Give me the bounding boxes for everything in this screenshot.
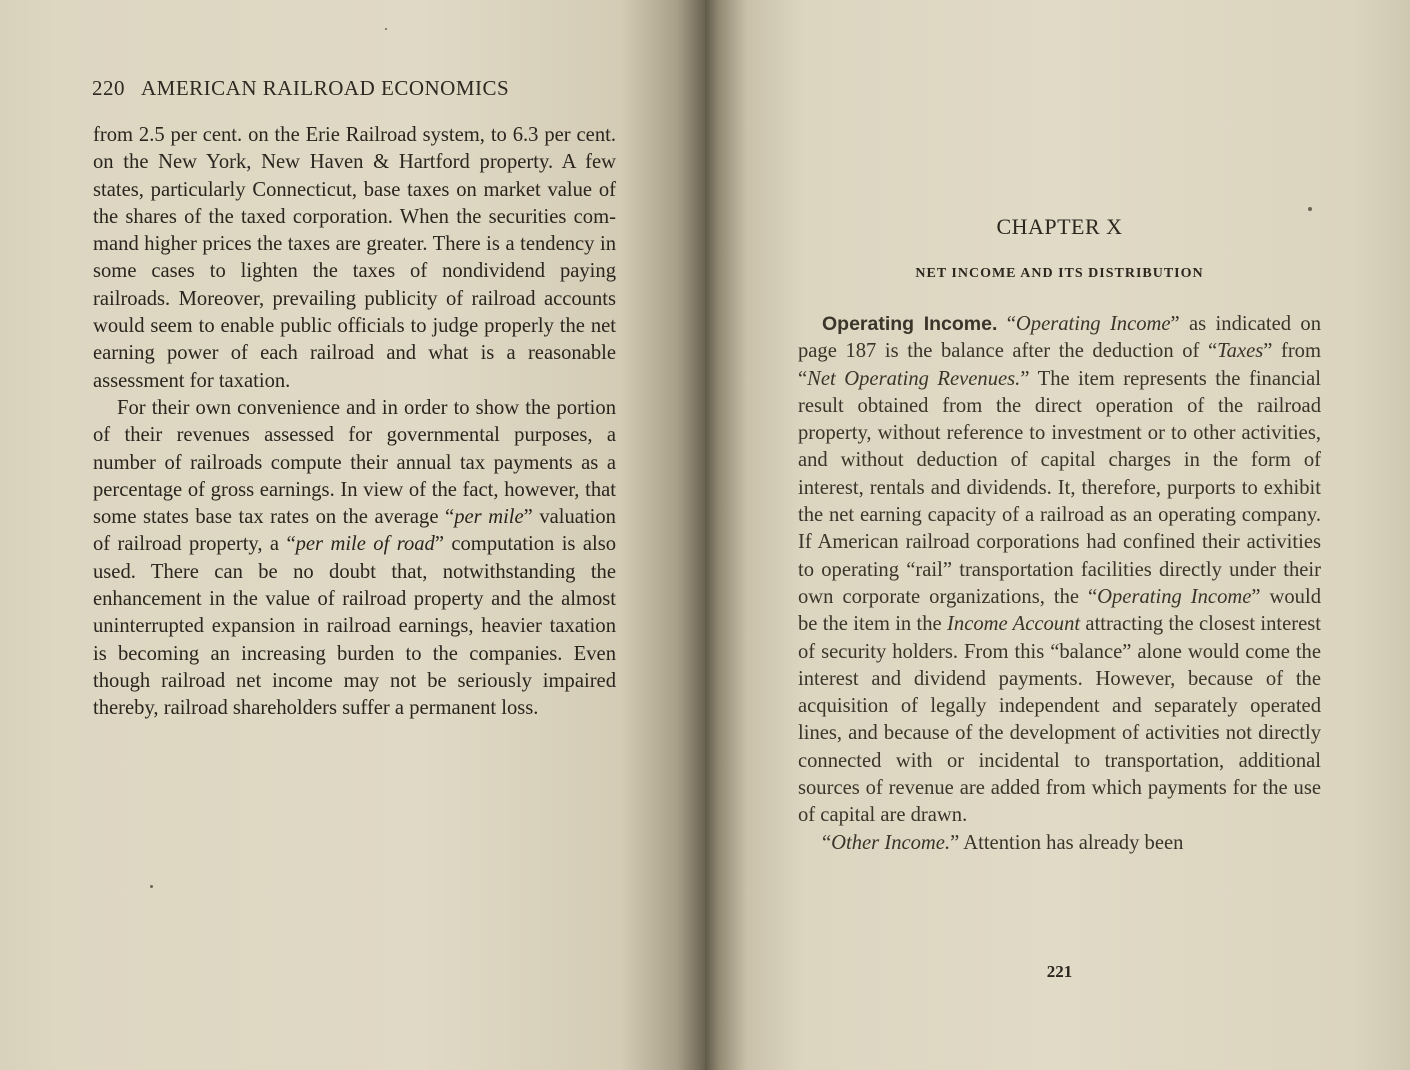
paper-speck <box>385 28 387 30</box>
text-run: ” Attention has already been <box>950 831 1184 854</box>
text-run: ” from “ <box>798 340 1321 390</box>
italic-term: per mile of road <box>295 533 435 556</box>
chapter-subtitle: NET INCOME AND ITS DISTRIBUTION <box>915 266 1204 281</box>
italic-term: Operating Income <box>1015 313 1171 335</box>
paragraph <box>798 830 1321 857</box>
text-run: ” as indicated on page 187 is the balance after the deduction of “ <box>798 313 1321 363</box>
text-run: ” valuation of railroad property, a “ <box>93 506 616 556</box>
paper-speck <box>150 885 153 888</box>
right-page <box>705 0 1410 1070</box>
italic-term: Income Account <box>947 613 1081 636</box>
left-text-block <box>93 122 616 723</box>
running-head <box>92 76 509 101</box>
italic-term: per mile <box>454 506 524 529</box>
text-run: “ <box>997 313 1016 335</box>
paragraph: from 2.5 per cent. on the Erie Railroad system, to 6.3 per cent. on the New York, New Haven & Hartford property. A few states, particularly Connecticut, base taxes on market value of the shares of the taxed corporation. When the securities command higher prices the taxes are greater. There is a tendency in some cases to lighten the taxes of nondividend paying railroads. Moreover, prevailing publicity of railroad accounts would seem to enable public officials to judge properly the net earning power of each railroad and what is a reasonable assessment for taxation. <box>93 124 616 392</box>
text-run: ” would be the item in the <box>798 585 1321 636</box>
text-run: “ <box>822 831 832 854</box>
italic-term: Operating Income <box>1097 585 1252 608</box>
text-run: ” The item represents the financial result obtained from the direct operation of the railroad property, without reference to investment or to other activities, and without deduction of capital charges in the form of interest, rentals and dividends. It, therefore, purports to exhibit the net earning capacity of a railroad as an operating company. If American railroad corporations had confined their activities to operating “rail” transportation facilities directly under their own corporate organizations, the “ <box>798 367 1322 608</box>
text-run: For their own convenience and in order to show the portion of their revenues assessed for governmental purposes, a number of railroads compute their annual tax payments as a percentage of gross earnings. In view of the fact, however, that some states base tax rates on the average “ <box>93 396 616 529</box>
text-run: attracting the closest interest of security holders. From this “balance” alone would come the interest and dividend payments. However, because of the acquisition of legally independent and separately operated lines, and because of the development of activities not directly connected with or incidental to transportation, additional sources of revenue are added from which payments for the use of capital are drawn. <box>798 613 1322 827</box>
paragraph <box>798 311 1321 830</box>
text-run: ” computation is also used. There can be no doubt that, notwithstanding the enhancement in the value of railroad property and the almost uninterrupted expansion in railroad earnings, heavier taxation is becoming an increasing burden to the companies. Even though railroad net income may not be seriously impaired thereby, railroad shareholders suffer a permanent loss. <box>93 533 617 720</box>
running-head-title: AMERICAN RAILROAD ECONOMICS <box>141 76 510 100</box>
right-text-block <box>798 311 1321 857</box>
paper-speck <box>1308 207 1312 211</box>
section-heading: Operating Income. <box>822 313 998 335</box>
folio: 221 <box>1046 962 1073 981</box>
chapter-title: CHAPTER X <box>996 214 1123 239</box>
italic-term: Net Operating Revenues. <box>807 367 1021 390</box>
paragraph <box>93 395 616 723</box>
page-number: 220 <box>92 76 125 100</box>
italic-term: Other Income. <box>831 831 951 854</box>
italic-term: Taxes <box>1217 340 1264 363</box>
